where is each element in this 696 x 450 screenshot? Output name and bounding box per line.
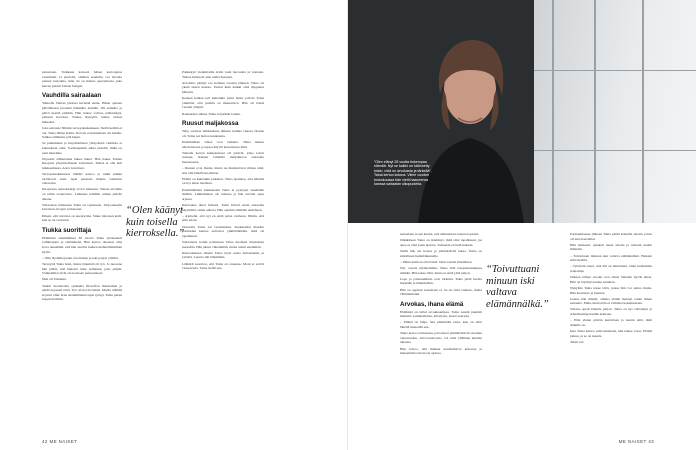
paragraph: Nykyään Taina tekee töitä, joissa hän voi auttaa muita. Hän kouluttaa ja luennoi.: [570, 285, 652, 295]
paragraph: Kuntoutuksen aikana Taina löysi uusia harrastuksia ja ystäviä. Luonto tuli lähemmäs.: [182, 250, 264, 260]
paragraph: Se puhumisen ja kirjoittamisen yhteydessä vammaa ei kuitenkaan ollut. Sormenpäistä alkaa pistellä, mikä on uusi tuntemus.: [42, 141, 122, 155]
right-col-2: [570, 232, 652, 438]
photo-caption: ”Olen elänyt 25 vuotta tiukempaa elämää. Nyt se kaikki on käännetty toisin, mitä on arvokasta ja tärkeää”, Taina kertoo kotona. Viime vuoden toukokuussa hän vietti haaveensa kanssa sairaalan ulkopuolella.: [374, 160, 432, 187]
paragraph: Paranemisensa jälkeen Taina päätti kokeilla asioita, joista oli aina haaveillut.: [570, 232, 652, 241]
paragraph: Elämänsä ensimmäiset 30 vuotta Taina työskenteli toimittajana ja esimiehenä. Hän kertoo olleensa aina kova tekemään, että hän suoritti kaiken mahdollisimman hyvin.: [42, 235, 122, 254]
paragraph: Hän matkusti, opiskeli uusia asioita ja tutustui uusiin ihmisiin.: [570, 242, 652, 252]
paragraph: Tuntui luontevalta opiskella filosofian maisteriksi ja tehdä nopeasti töitä. Työ oli hyvin tärkeä. Muuta elämää ei juuri ollut. Kun ensimmäinen lapsi syntyi, Taina palasi nopeasti töihin.: [42, 283, 122, 302]
left-col-1: [42, 70, 122, 438]
right-col-1: [400, 232, 482, 438]
page-folio-right: ME NAISET 43: [618, 439, 654, 444]
paragraph: Kuntoutus alkoi hitaasti. Taina käveli ensin sairaalan käytävillä, sitten ulkona. Hän opetteli elämään uudelleen.: [182, 203, 264, 212]
portrait-photo: [348, 0, 696, 223]
paragraph: Hän toivoo, että ihmiset kuuntelisivat kehoaan ja hakeutuisivat hoitoon ajoissa.: [400, 346, 482, 356]
paragraph: Jälkeen tulleet vuodet ovat olleet Tainalle hyvää aikaa. Hän on löytänyt uuden suunnan.: [570, 275, 652, 284]
paragraph: Niin oli Tainakin.: [42, 277, 67, 282]
pull-quote: [126, 205, 186, 240]
paragraph: Tehy osoittaa leikkauksen jälkeen kuinka vakava tilanne oli. Taina sai hoitoa kuukausia.: [182, 129, 264, 138]
paragraph: Lepo ja palautuminen ovat tärkeitä. Taina pitää huolta itsestään ja läheisistään.: [400, 276, 482, 286]
paragraph: Ensimmäiset viikot ovat vaikeita. Taina makaa tehohoidossa ja lapset käyvät katsomassa äitiä.: [182, 139, 264, 149]
paragraph: Terveyttä Taina hoiti, mutta tärkeintä oli työ. Jo nuorena hän päätti, että hänestä tulee sellainen, joka pärjää. Vanhemmat eivät ole koskaan painostaneet.: [42, 261, 122, 276]
paragraph: Elämä on kuitenkin jatkunut. Taina ajattelee, että hänellä on nyt aikaa itselleen.: [182, 176, 264, 186]
paragraph: Raskauden aikana Taina sai pitkän loman.: [182, 111, 241, 116]
paragraph: Terveyskeskuksessa lääkäri katsoo ja tutkii kaikki tarvittavat asiat. Ajan puolesta tilanne vaikuttaa vakavalta.: [42, 172, 122, 186]
paragraph: Ilmeni, että aivoissa on aneurysma. Sinne laitetaan koili, kun se on vuotanut.: [42, 213, 122, 223]
paragraph: – Elän yhden päivän kerrallaan ja nautin siitä, mitä minulla on.: [570, 318, 652, 327]
paragraph: – Olin täydellisyyden tavoittelija ja teki paljon ylitöitä.: [42, 255, 119, 260]
paragraph: Kesken kaiken tuli kuitenkin pieni hetki, jolloin Taina ymmärsi, että jotakin on muutettava. Hän oli töissä vuoden ympäri.: [182, 96, 264, 110]
photo-window: [534, 0, 696, 223]
paragraph: Kun Taina katsoo tulevaisuuteen, hän näkee valoa. Elämä jatkuu, ja se on kaunis.: [570, 329, 652, 338]
subheading: Tiukka suorittaja: [42, 226, 92, 234]
paragraph: Hän on oppinut sanomaan ei. Se on ollut vaikeaa, mutta välttämätöntä.: [400, 287, 482, 297]
subheading: Vauhdilla sairaalaan: [42, 92, 102, 100]
paragraph: Lääkärit sanoivat, että Taina on onnekas. Moni ei selviä vastaavasta. Taina tietää sen.: [182, 261, 264, 271]
paragraph: Avioliitto päättyi ero kolmen vuoden jälkeen. Taina oli yksin lasten kanssa. Tuntui kuin kaikki olisi riippunut hänestä.: [182, 80, 264, 94]
paragraph: paistetaan. Tarkkaan katsoen hänen kasvojensa vasemmal- la puolella, ohimon seudulla, voi havaita pienen varjoama- man. Se on muisto operaatiosta, joka kerran pelasti Tainan hengen.: [42, 70, 122, 88]
paragraph: Kuopiossa neurokirurgi arvioi tilanteen. Tainan aivoihin on tullut verenvuoto. Leikkaus tehdään saman päivän aikana.: [42, 187, 122, 201]
paragraph: – Toivuttuani minuun iski valtava elämännälkä. Halusin elää täysillä.: [570, 253, 652, 263]
byline: Teksti xxx: [570, 339, 584, 344]
paragraph: Tahkolla Tainan jaloissa kivistää ensin. Hänet ajetaan päivälliseen puoleltä läheisille laduille. Oli aamulla ja päivä kestää pitkään. Hän tuntee vahvaa päänsärkyä, paineen korvissa. Tuntee täyteyttä, tuntee olonsa heikoksi.: [42, 101, 122, 124]
pull-quote-right: [486, 264, 556, 310]
paragraph: Nyt, vuosia myöhemmin, Taina elää tasapainoisempaa elämää. Hän tekee töitä, mutta ei enää yhtä paljon.: [400, 265, 482, 275]
paragraph: Nopeasti ambulanssi hakee hänet. Hän hakee Tainan Kuopion yliopistolliseen sairaalaan. Tainaa ei olla heti leikkaamassa. Aivot kuvataan.: [42, 156, 122, 170]
paragraph: – Ajattelin, että nyt en enää palaa vanhaan. Päätin, että elän toisin.: [182, 213, 264, 223]
paragraph: Joskus hän miettii, olisiko elämä mennyt toisin ilman sairautta. Ehkä, mutta hän ei vaihtaisi kokemustaan.: [570, 296, 652, 306]
pull-quote-text: “Olen käänyt kuin toisella kierroksella.”: [126, 205, 185, 239]
paragraph: Elämästä on tullut arvokkaampaa. Taina nauttii pienistä hetkistä: aamukahvista, kävelystä, lasten seurasta.: [400, 309, 482, 319]
paragraph: Sairaus opetti hänelle paljon. Taina on nyt vahvempi ja armollisempi itseään kohtaan.: [570, 307, 652, 317]
paragraph: Sairaalaan tullessaan Taina on tajuissaan. Varjoaineella kuvataan aivojen verisuonet.: [42, 202, 122, 212]
pull-quote-text: “Toivuttuani minuun iski valtava elämännälkä.”: [486, 264, 549, 310]
subheading: Arvokas, ihana elämä: [400, 300, 464, 308]
paragraph: Ensimmäisinä kuukausina Taina ei pystynyt tekemään mitään. Liikkuminen oli vaikeaa ja hän tarvitsi apua arjessa.: [182, 187, 264, 201]
paragraph: Tainalla kerran kuukaudessa oli ystäviä, jotka toivat ruusuja. Ruusut laitettiin maljakkoon sairaalan huoneeseen.: [182, 150, 264, 164]
paragraph: Osastolla Taina sai vertaistukea. Keskustelut muiden potilaiden kanssa auttoivat ymmärtämään, mitä oli tapahtunut.: [182, 224, 264, 238]
woman-portrait-figure: [410, 18, 530, 223]
paragraph: Jälkikäteen Taina on miettinyt, mitä olisi tapahtunut, jos apua ei olisi saatu ajoissa. Vastausta ei tiedä kukaan.: [400, 238, 482, 247]
paragraph: – Ilman heitä en olisi tässä. Olen todella kiitollinen.: [400, 259, 473, 264]
paragraph: – Tyttäreni sanoi, että äiti on muuttunut. Olen kuulemma rennompi.: [570, 264, 652, 273]
paragraph: Palkkatyö vientimaille alalla vaati luovuutta ja vastuuta. Tainaa kiinnosti aina uudet haasteet.: [182, 70, 264, 79]
left-col-2: [182, 70, 264, 438]
paragraph: – Ruusut ovat ihania, mutta ne muistuttavat minua siitä, että olin lähellä kuolemaa.: [182, 166, 264, 175]
paragraph: Siellä hän sai hoitoa ja ymmärtävää tukea. Taina on kiitollinen henkilökunnalle.: [400, 248, 482, 258]
paragraph: sairaalaan ja sen kautta, että ambulanssi saapui nopeasti.: [400, 232, 480, 236]
paragraph: Joka sairaana Nilsiän terveyskeskukseen. Siellä ketään ei ole. Taina lähtee kotiin. Kotona ei kuitenkaan ole ketään. Sulkee silmänsä, pää kipeä.: [42, 125, 122, 140]
page-folio-left: 42 ME NAISET: [42, 439, 78, 444]
paragraph: – Elämä on lahja. Sen ymmärtää vasta, kun on ollut lähellä menettää sen.: [400, 320, 482, 330]
paragraph: Sairaalasta kotiin palattuaan Taina huomasi muutoksia itsessään. Hän jaksoi vähemmän, mutta nautti enemmän.: [182, 239, 264, 249]
paragraph: Taina kertoo tarinaansa, jotta muut ymmärtäisivät oireiden vakavuuden. Aivoverenvuoto voi tulla yllättäen kenelle tahansa.: [400, 331, 482, 345]
subheading: Ruusut maljakossa: [182, 120, 239, 128]
